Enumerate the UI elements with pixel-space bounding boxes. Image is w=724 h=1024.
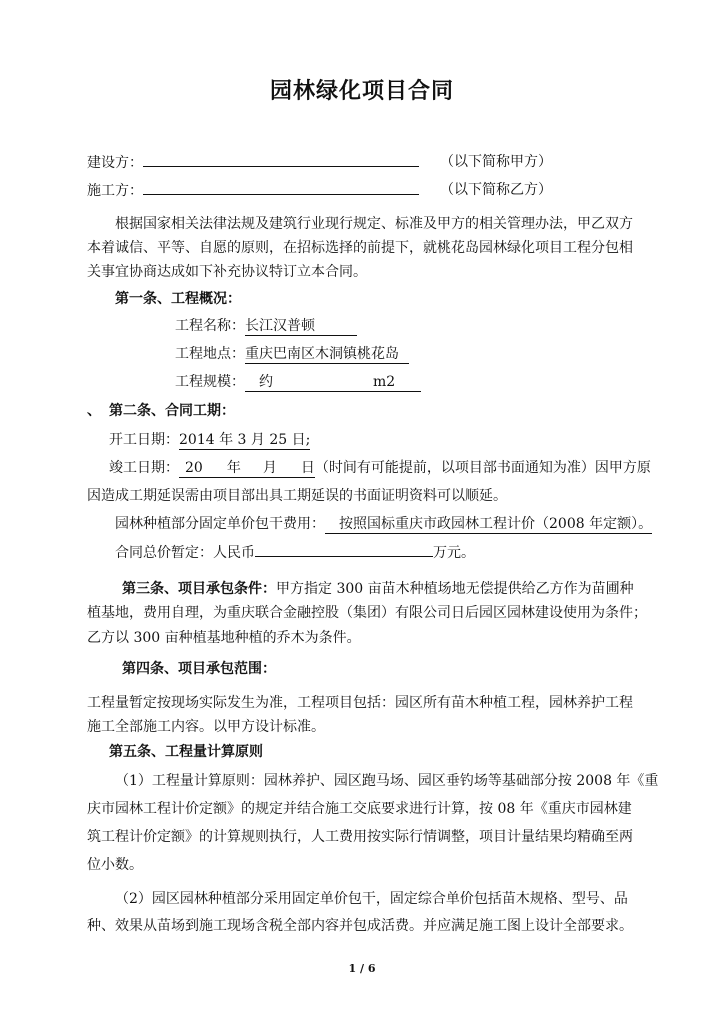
builder-blank — [143, 152, 419, 167]
project-location-line — [175, 344, 409, 364]
end-date-day-char: 日 — [289, 460, 315, 478]
builder-label: 建设方： — [87, 155, 143, 171]
project-location-value: 重庆巴南区木洞镇桃花岛 — [245, 346, 409, 364]
unit-price-label: 园林种植部分固定单价包干费用： — [115, 516, 325, 532]
total-price-blank — [255, 542, 433, 557]
end-date-year: 20 — [179, 460, 213, 478]
article1-heading: 第一条、工程概况： — [115, 291, 241, 307]
article5-p1-line-2: 庆市园林工程计价定额》的规定并结合施工交底要求进行计算，按 08 年《重庆市园林建 — [87, 801, 632, 817]
total-price-line — [115, 542, 475, 563]
project-name-line — [175, 316, 357, 336]
intro-line-2: 本着诚信、平等、自愿的原则，在招标选择的前提下，就桃花岛园林绿化项目工程分包相 — [87, 240, 633, 256]
builder-line — [87, 152, 419, 173]
article5-p1-line-1: （1）工程量计算原则：园林养护、园区跑马场、园区垂钓场等基础部分按 2008 年《重 — [115, 773, 659, 789]
article4-line-2: 施工全部施工内容。以甲方设计标准。 — [87, 719, 325, 735]
project-name-label: 工程名称： — [175, 318, 245, 334]
article5-p1-line-4: 位小数。 — [87, 857, 143, 873]
builder-note: （以下简称甲方） — [440, 154, 552, 170]
end-date-note: （时间有可能提前，以项目部书面通知为准）因甲方原 — [314, 460, 651, 476]
article5-p2-line-1: （2）园区园林种植部分采用固定单价包干，固定综合单价包括苗木规格、型号、品 — [115, 891, 628, 907]
article3-heading: 第三条、项目承包条件： — [122, 581, 276, 597]
intro-line-3: 关事宜协商达成如下补充协议特订立本合同。 — [87, 264, 367, 280]
article3-line-2: 植基地，费用自理，为重庆联合金融控股（集团）有限公司日后园区园林建设使用为条件； — [87, 605, 647, 621]
end-date-line — [109, 458, 651, 478]
article2-bullet: 、 — [87, 403, 101, 419]
unit-price-value: 按照国标重庆市政园林工程计价（2008 年定额）。 — [325, 516, 652, 534]
end-date-year-char: 年 — [213, 460, 253, 478]
total-price-label: 合同总价暂定：人民币 — [115, 545, 255, 561]
start-date-line — [109, 430, 310, 450]
project-scale-prefix: 约 — [245, 374, 281, 392]
article4-heading: 第四条、项目承包范围： — [122, 661, 276, 677]
project-location-label: 工程地点： — [175, 346, 245, 362]
page-number: 1 / 6 — [348, 962, 376, 975]
contractor-line — [87, 180, 419, 201]
article2-heading: 第二条、合同工期： — [109, 403, 235, 419]
end-date-label: 竣工日期： — [109, 460, 179, 476]
project-name-value: 长江汉普顿 — [245, 318, 357, 336]
article3-line-3: 乙方以 300 亩种植基地种植的乔木为条件。 — [87, 630, 361, 646]
project-scale-line — [175, 372, 421, 392]
article3-text-1: 甲方指定 300 亩苗木种植场地无偿提供给乙方作为苗圃种 — [276, 581, 634, 597]
start-date-value: 2014 年 3 月 25 日; — [179, 432, 311, 448]
intro-line-1: 根据国家相关法律法规及建筑行业现行规定、标准及甲方的相关管理办法，甲乙双方 — [115, 216, 633, 232]
article4-line-1: 工程量暂定按现场实际发生为准，工程项目包括：园区所有苗木种植工程，园林养护工程 — [87, 695, 633, 711]
total-price-unit: 万元。 — [433, 545, 475, 561]
article5-p1-line-3: 筑工程计价定额》的计算规则执行，人工费用按实际行情调整，项目计量结果均精确至两 — [87, 829, 633, 845]
delay-note: 因造成工期延误需由项目部出具工期延误的书面证明资料可以顺延。 — [87, 488, 507, 504]
unit-price-line — [115, 514, 652, 534]
project-scale-unit: m2 — [281, 374, 421, 392]
contractor-note: （以下简称乙方） — [440, 182, 552, 198]
end-date-month-char: 月 — [253, 460, 289, 478]
project-scale-label: 工程规模： — [175, 374, 245, 390]
article3-line-1 — [122, 579, 634, 599]
article5-heading: 第五条、工程量计算原则 — [109, 744, 263, 760]
contract-title: 园林绿化项目合同 — [269, 79, 454, 104]
contractor-blank — [143, 180, 419, 195]
start-date-label: 开工日期： — [109, 432, 179, 448]
contractor-label: 施工方： — [87, 183, 143, 199]
article5-p2-line-2: 种、效果从苗场到施工现场含税全部内容并包成活费。并应满足施工图上设计全部要求。 — [87, 918, 633, 934]
